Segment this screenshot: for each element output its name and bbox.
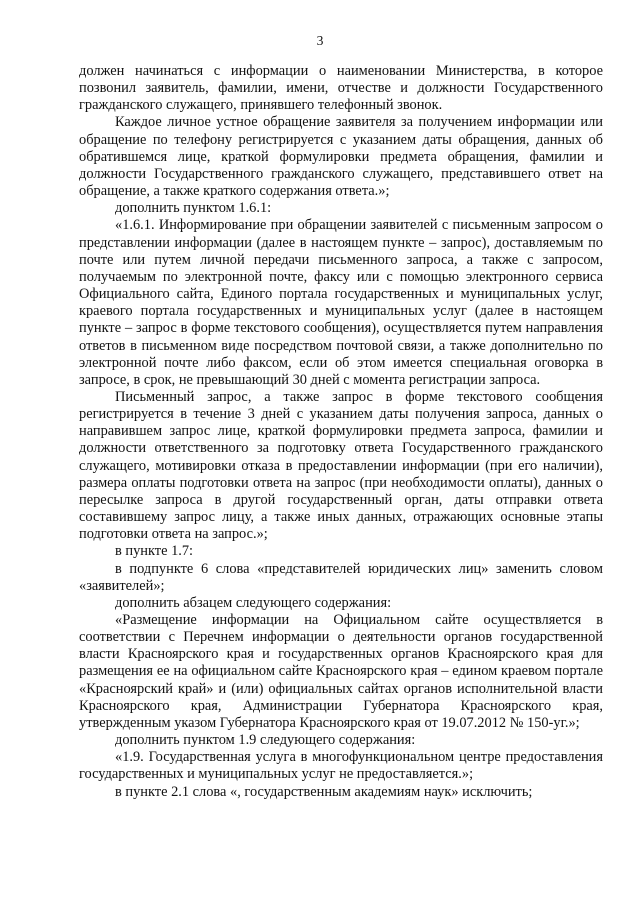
paragraph: в пункте 2.1 слова «, государственным академиям наук» исключить;: [115, 783, 533, 800]
document-body: [79, 63, 603, 801]
paragraph: в подпункте 6 слова «представителей юридических лиц» заменить словом «заявителей»;: [79, 560, 603, 594]
paragraph: Письменный запрос, а также запрос в форме текстового сообщения регистрируется в течение 3 дней с указанием даты получения запроса, данных о направившем запрос лице, краткой формулировки предмета запроса, фамилии и должности ответственного за подготовку ответа Государственного гражданского служащего, мотивировки отказа в предоставлении информации (при его наличии), размера оплаты подготовки ответа на запрос (при необходимости оплаты), данных о пересылке запроса в другой государственный орган, даты отправки ответа составившему запрос лицу, а также иных данных, отражающих основные этапы подготовки ответа на запрос.»;: [79, 388, 603, 543]
paragraph: Каждое личное устное обращение заявителя за получением информации или обращение по телефону регистрируется с указанием даты обращения, данных об обратившемся лице, краткой формулировки предмета обращения, фамилии и должности Государственного гражданского служащего, представившего ответ на обращение, а также краткого содержания ответа.»;: [79, 114, 603, 200]
paragraph: дополнить пунктом 1.6.1:: [115, 200, 272, 217]
paragraph: «Размещение информации на Официальном сайте осуществляется в соответствии с Перечнем информации о деятельности органов государственной власти Красноярского края и государственных органов Красноярского края для размещения ее на официальном сайте Красноярского края – едином краевом портале «Красноярский край» и (или) официальных сайтах органов исполнительной власти Красноярского края, Администрации Губернатора Красноярского края, утвержденным указом Губернатора Красноярского края от 19.07.2012 № 150-уг.»;: [79, 612, 603, 731]
page-number: 3: [316, 33, 324, 48]
paragraph: в пункте 1.7:: [115, 543, 194, 560]
paragraph: дополнить пунктом 1.9 следующего содержания:: [115, 732, 416, 749]
paragraph: «1.9. Государственная услуга в многофункциональном центре предоставления государственных и муниципальных услуг не предоставляется.»;: [79, 749, 603, 783]
paragraph: должен начинаться с информации о наименовании Министерства, в которое позвонил заявитель, фамилии, имени, отчестве и должности Государственного гражданского служащего, принявшего телефонный звонок.: [79, 63, 603, 114]
paragraph: дополнить абзацем следующего содержания:: [115, 594, 392, 611]
paragraph: «1.6.1. Информирование при обращении заявителей с письменным запросом о представлении информации (далее в настоящем пункте – запрос), доставляемым по почте или путем личной передачи письменного запроса, а также с запросом, получаемым по электронной почте, факсу или с помощью электронного сервиса Официального сайта, Единого портала государственных и муниципальных услуг, краевого портала государственных и муниципальных услуг (далее в настоящем пункте – запрос в форме текстового сообщения), осуществляется путем направления ответов в письменном виде посредством почтовой связи, а также дополнительно по электронной почте либо факсом, если об этом имеется специальная оговорка в запросе, в срок, не превышающий 30 дней с момента регистрации запроса.: [79, 217, 603, 388]
